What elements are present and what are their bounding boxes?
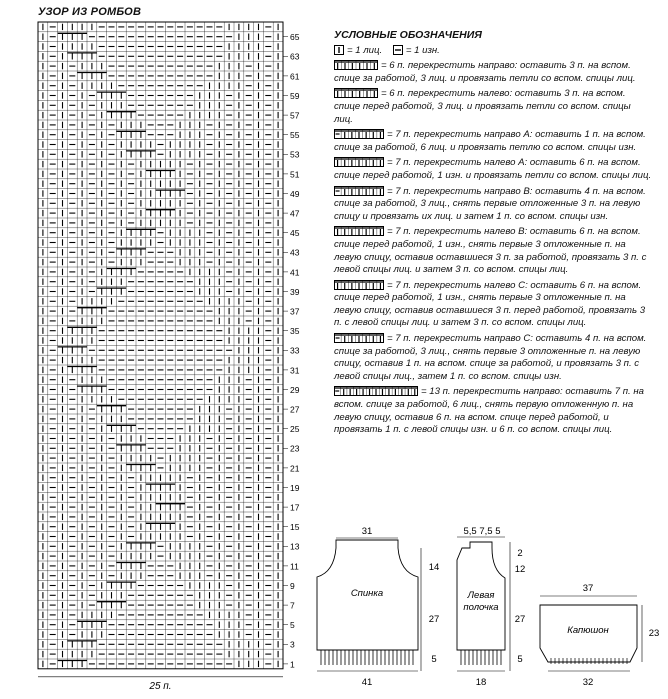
cable-symbol-icon — [334, 60, 378, 70]
front-label-2: полочка — [463, 602, 499, 613]
legend-entry-text: = 6 п. перекрестить налево: оставить 3 п. на вспом. спице перед работой, 3 лиц. и провязать петли со вспом. спицы лиц. — [334, 88, 631, 125]
cable-symbol-icon — [334, 129, 384, 139]
legend-basic-row — [334, 45, 652, 58]
row-number: 27 — [290, 404, 300, 415]
row-number: 47 — [290, 208, 300, 219]
row-number: 7 — [290, 600, 295, 611]
row-number: 57 — [290, 110, 300, 121]
row-number: 33 — [290, 345, 300, 356]
legend-entry-text: = 7 п. перекрестить направо C: оставить 4 п. на вспом. спице за работой, 3 лиц., снять первые 3 отложенные п. на левую спицу, оставив 1 п. на вспом. спице за работой, и провязать 3 п. с левой спицы лиц., затем 1 п. со вспом. спицы изн. — [334, 333, 647, 382]
row-number: 63 — [290, 51, 300, 62]
knit-stitch-icon — [334, 45, 344, 55]
row-number: 35 — [290, 326, 300, 337]
row-number: 1 — [290, 659, 295, 670]
back-mid-dim: 27 — [428, 614, 440, 625]
row-number: 25 — [290, 424, 300, 435]
back-ribbing — [321, 650, 413, 665]
hood-bottom-dim: 32 — [582, 677, 594, 688]
legend-entry-cable-7-left-c — [334, 280, 652, 330]
legend-entry-cable-6-left — [334, 88, 652, 126]
legend-entry-text: = 7 п. перекрестить налево C: оставить 6 п. на вспом. спице перед работой, 1 изн., снять первые 3 отложенные п. на левую спицу, оставив оставшиеся 3 п. перед работой, провязать 3 п. с левой спицы лиц. и затем 3 п. со вспом. спицы лиц. — [334, 279, 646, 329]
row-number: 61 — [290, 71, 300, 82]
row-number: 15 — [290, 522, 300, 533]
hood-height-dim: 23 — [648, 628, 660, 639]
cable-symbol-icon — [334, 226, 384, 236]
legend-entry-cable-6-right — [334, 60, 652, 85]
front-bottom-dim: 18 — [475, 677, 487, 688]
front-ribbing — [461, 650, 501, 665]
hood-label: Капюшон — [567, 625, 609, 636]
hood-ribbing — [551, 658, 627, 664]
legend-entry-text: = 6 п. перекрестить направо: оставить 3 п. на вспом. спице за работой, 3 лиц. и провязать петли со вспом. спицы лиц. — [334, 60, 636, 84]
cable-symbol-icon — [334, 333, 384, 343]
row-number: 37 — [290, 306, 300, 317]
legend-entry-text: = 7 п. перекрестить направо A: оставить 1 п. на вспом. спице за работой, 6 лиц. и провязать петлю со вспом. спицы изн. — [334, 129, 646, 153]
back-label: Спинка — [350, 588, 384, 599]
knit-legend-text: = 1 лиц. — [347, 44, 383, 56]
row-number: 31 — [290, 365, 300, 376]
cable-symbol-icon — [334, 386, 418, 396]
legend-entry-cable-13 — [334, 386, 652, 436]
row-number: 21 — [290, 463, 300, 474]
row-number: 13 — [290, 541, 300, 552]
front-top-dim: 5,5 7,5 5 — [463, 526, 501, 537]
legend-entry-cable-7-right-c — [334, 333, 652, 383]
legend-entry-text: = 7 п. перекрестить направо B: оставить 4 п. на вспом. спице за работой, 3 лиц., снять первые отложенные 3 п. на левую спицу и провязать их лиц. и затем 1 п. со вспом. спицы изн. — [334, 185, 646, 222]
row-number: 9 — [290, 580, 295, 591]
chart-title: УЗОР ИЗ РОМБОВ — [38, 6, 142, 18]
row-number: 49 — [290, 188, 300, 199]
front-rib-dim: 5 — [517, 654, 523, 665]
legend-entries — [334, 60, 652, 437]
chart-width-label: 25 п. — [149, 680, 172, 692]
row-number: 65 — [290, 32, 300, 43]
legend-entry-cable-7-left-a — [334, 157, 652, 182]
cable-symbol-icon — [334, 157, 384, 167]
row-number: 43 — [290, 247, 300, 258]
row-number: 39 — [290, 286, 300, 297]
row-number: 53 — [290, 149, 300, 160]
row-number: 55 — [290, 130, 300, 141]
row-number: 5 — [290, 620, 295, 631]
legend — [334, 29, 652, 440]
hood-top-dim: 37 — [582, 583, 594, 594]
legend-entry-text: = 7 п. перекрестить налево B: оставить 6 п. на вспом. спице перед работой, 1 изн., снять первые 3 отложенные п. на левую спицу, оставив оставшиеся 3 п. за работой, провязать 3 п. с левой спицы лиц. и затем 3 п. со вспом. спицы лиц. — [334, 226, 647, 276]
front-schematic — [457, 537, 510, 671]
legend-entry-cable-7-left-b — [334, 226, 652, 276]
row-number: 11 — [290, 561, 299, 572]
legend-entry-text: = 7 п. перекрестить налево A: оставить 6 п. на вспом. спице перед работой, 1 изн. и провязать петли со вспом. спицы лиц. — [334, 157, 652, 181]
legend-entry-text: = 13 п. перекрестить направо: оставить 7 п. на вспом. спице за работой, 6 лиц., снять первую отложенную п. на левую спицу, оставив 6 п. на вспом. спице перед работой, и провязать 1 п. с левой спицы изн. и 6 п. со вспом. спицы лиц. — [334, 386, 644, 436]
back-top-dim: 31 — [361, 526, 373, 537]
row-number: 51 — [290, 169, 300, 180]
cable-symbol-icon — [334, 186, 384, 196]
legend-title: УСЛОВНЫЕ ОБОЗНАЧЕНИЯ — [334, 29, 482, 41]
front-mid-dim: 27 — [514, 614, 526, 625]
front-htop-dim: 2 — [517, 548, 523, 559]
back-upper-dim: 14 — [428, 562, 440, 573]
back-rib-dim: 5 — [431, 654, 437, 665]
cable-symbol-icon — [334, 88, 378, 98]
row-number: 23 — [290, 443, 300, 454]
row-number: 3 — [290, 639, 295, 650]
row-number: 29 — [290, 384, 300, 395]
cable-symbol-icon — [334, 280, 384, 290]
back-schematic — [317, 538, 421, 671]
row-number: 19 — [290, 482, 300, 493]
front-upper-dim: 12 — [514, 564, 526, 575]
row-number: 41 — [290, 267, 300, 278]
back-bottom-dim: 41 — [361, 677, 373, 688]
hood-schematic — [540, 596, 642, 671]
row-number: 17 — [290, 502, 300, 513]
row-number: 45 — [290, 228, 300, 239]
purl-stitch-icon — [393, 45, 403, 55]
legend-entry-cable-7-right-a — [334, 129, 652, 154]
knitting-chart — [0, 0, 320, 699]
front-label-1: Левая — [467, 590, 495, 601]
purl-legend-text: = 1 изн. — [405, 44, 440, 56]
row-number: 59 — [290, 90, 300, 101]
legend-entry-cable-7-right-b — [334, 186, 652, 224]
